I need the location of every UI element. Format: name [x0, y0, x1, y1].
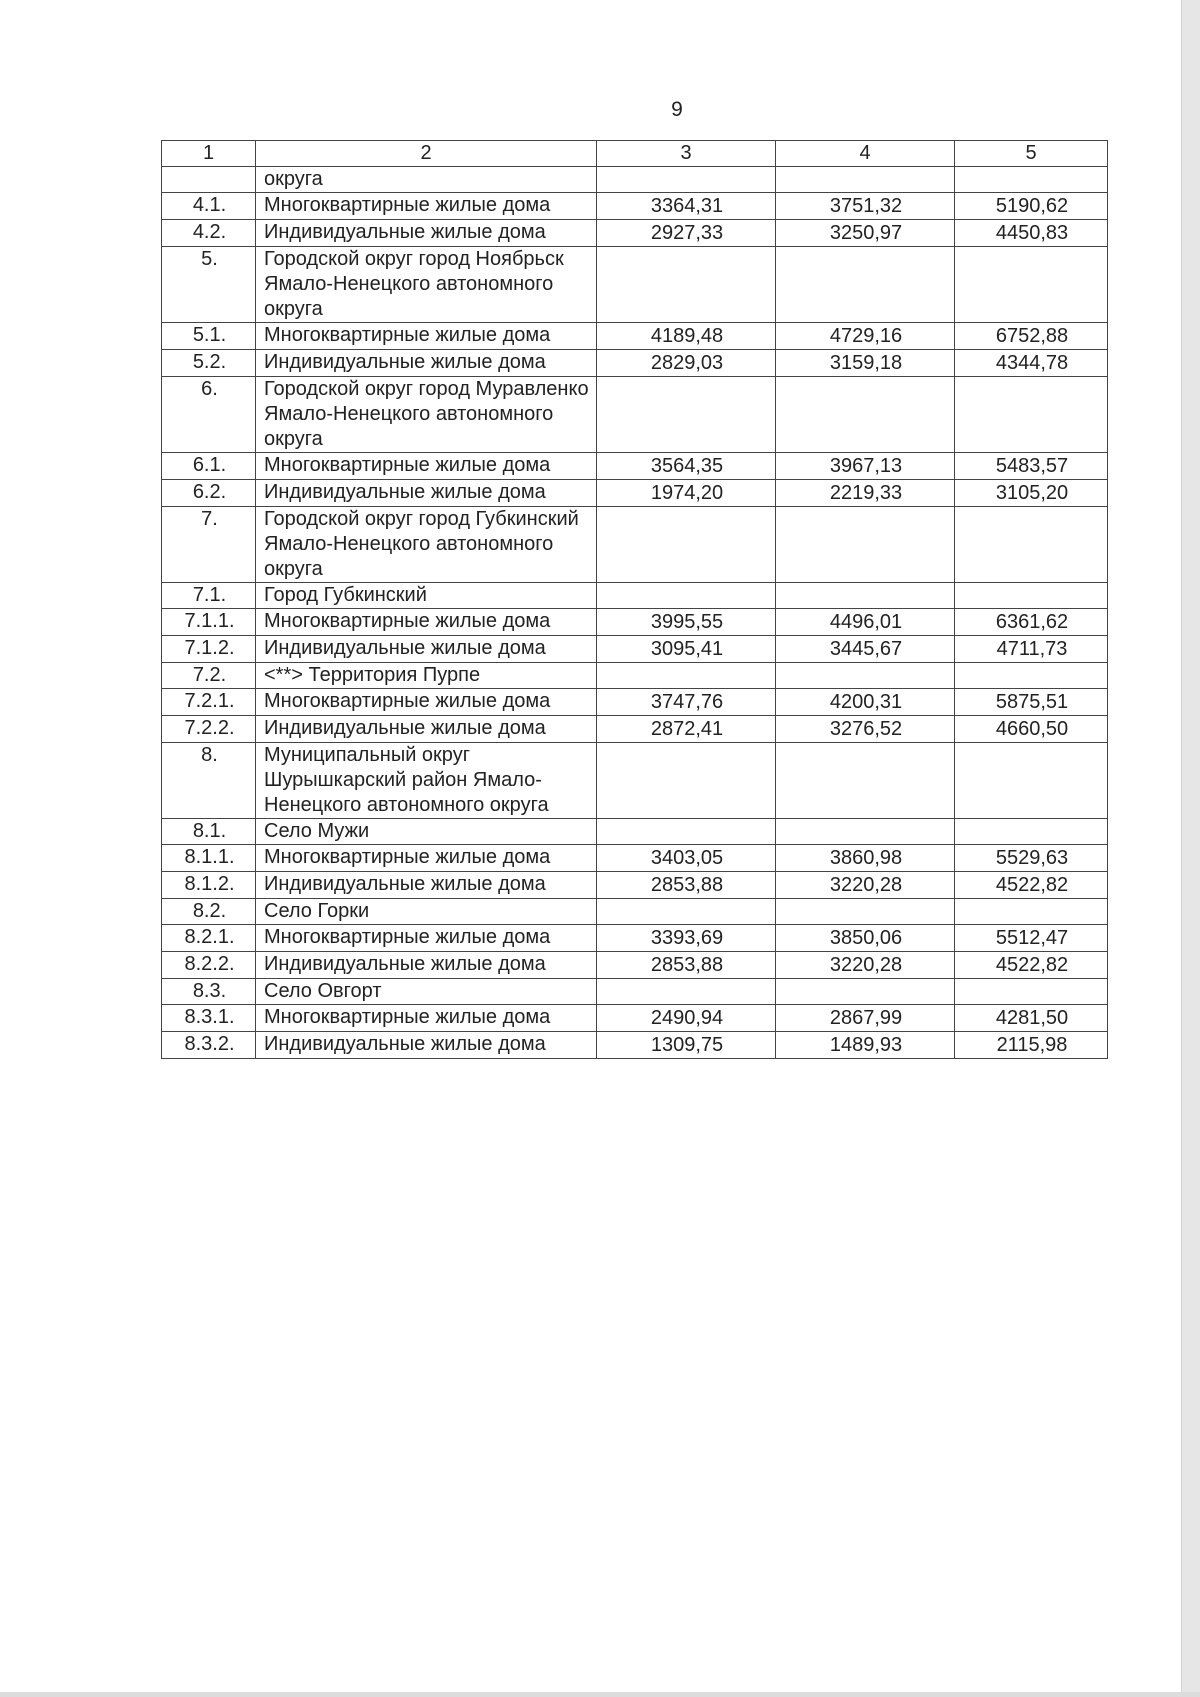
value-cell-col5: 4281,50 — [955, 1005, 1108, 1032]
value-cell-col3 — [597, 507, 776, 583]
row-name-cell: Индивидуальные жилые дома — [256, 952, 597, 979]
value-cell-col4: 3445,67 — [776, 636, 955, 663]
row-name-cell: Многоквартирные жилые дома — [256, 193, 597, 220]
value-cell-col5: 4344,78 — [955, 350, 1108, 377]
value-cell-col4: 4496,01 — [776, 609, 955, 636]
table-row — [162, 689, 1108, 716]
header-cell-3: 3 — [597, 141, 776, 167]
table-row — [162, 609, 1108, 636]
value-cell-col5 — [955, 899, 1108, 925]
value-cell-col3: 2853,88 — [597, 872, 776, 899]
row-number-cell: 8.1. — [162, 819, 256, 845]
table-row — [162, 350, 1108, 377]
row-name-cell: Индивидуальные жилые дома — [256, 636, 597, 663]
value-cell-col3 — [597, 167, 776, 193]
value-cell-col3: 3364,31 — [597, 193, 776, 220]
header-cell-4: 4 — [776, 141, 955, 167]
row-name-cell: Село Горки — [256, 899, 597, 925]
table-row — [162, 583, 1108, 609]
table-row — [162, 872, 1108, 899]
table-row — [162, 925, 1108, 952]
row-name-cell: Индивидуальные жилые дома — [256, 716, 597, 743]
value-cell-col4 — [776, 507, 955, 583]
row-name-cell: Село Овгорт — [256, 979, 597, 1005]
row-number-cell: 4.1. — [162, 193, 256, 220]
value-cell-col4: 2219,33 — [776, 480, 955, 507]
row-number-cell: 5. — [162, 247, 256, 323]
value-cell-col3: 3564,35 — [597, 453, 776, 480]
value-cell-col5 — [955, 583, 1108, 609]
row-name-cell: Многоквартирные жилые дома — [256, 453, 597, 480]
table-row — [162, 377, 1108, 453]
row-number-cell: 7.1.2. — [162, 636, 256, 663]
value-cell-col5 — [955, 979, 1108, 1005]
table-row — [162, 193, 1108, 220]
row-number-cell: 8.2.1. — [162, 925, 256, 952]
value-cell-col4 — [776, 743, 955, 819]
value-cell-col5: 5483,57 — [955, 453, 1108, 480]
page-bottom-edge — [0, 1692, 1200, 1697]
row-name-cell: Многоквартирные жилые дома — [256, 925, 597, 952]
row-name-cell: Индивидуальные жилые дома — [256, 1032, 597, 1059]
value-cell-col5 — [955, 377, 1108, 453]
value-cell-col4 — [776, 979, 955, 1005]
row-name-cell: Городской округ город Губкинский Ямало-Ненецкого автономного округа — [256, 507, 597, 583]
value-cell-col3: 3995,55 — [597, 609, 776, 636]
value-cell-col4 — [776, 819, 955, 845]
table-row — [162, 220, 1108, 247]
value-cell-col3: 1974,20 — [597, 480, 776, 507]
row-name-cell: Индивидуальные жилые дома — [256, 480, 597, 507]
value-cell-col5: 4711,73 — [955, 636, 1108, 663]
row-name-cell: Индивидуальные жилые дома — [256, 350, 597, 377]
value-cell-col4 — [776, 663, 955, 689]
row-name-cell: Городской округ город Ноябрьск Ямало-Ненецкого автономного округа — [256, 247, 597, 323]
row-number-cell: 7.1.1. — [162, 609, 256, 636]
value-cell-col3 — [597, 979, 776, 1005]
value-cell-col3: 3403,05 — [597, 845, 776, 872]
table-row — [162, 979, 1108, 1005]
value-cell-col4: 3751,32 — [776, 193, 955, 220]
value-cell-col5 — [955, 663, 1108, 689]
table-row — [162, 1032, 1108, 1059]
row-name-cell: Городской округ город Муравленко Ямало-Ненецкого автономного округа — [256, 377, 597, 453]
header-cell-2: 2 — [256, 141, 597, 167]
row-name-cell: округа — [256, 167, 597, 193]
value-cell-col4: 3220,28 — [776, 872, 955, 899]
value-cell-col5: 5529,63 — [955, 845, 1108, 872]
row-name-cell: Многоквартирные жилые дома — [256, 609, 597, 636]
value-cell-col3: 2927,33 — [597, 220, 776, 247]
table-row — [162, 507, 1108, 583]
row-name-cell: Многоквартирные жилые дома — [256, 845, 597, 872]
row-name-cell: Многоквартирные жилые дома — [256, 323, 597, 350]
value-cell-col4: 4729,16 — [776, 323, 955, 350]
table-row — [162, 663, 1108, 689]
value-cell-col4: 3276,52 — [776, 716, 955, 743]
value-cell-col5: 6752,88 — [955, 323, 1108, 350]
row-number-cell — [162, 167, 256, 193]
value-cell-col3 — [597, 663, 776, 689]
value-cell-col5: 4522,82 — [955, 952, 1108, 979]
value-cell-col3 — [597, 743, 776, 819]
value-cell-col5 — [955, 507, 1108, 583]
value-cell-col5: 4660,50 — [955, 716, 1108, 743]
row-number-cell: 5.2. — [162, 350, 256, 377]
value-cell-col5: 5875,51 — [955, 689, 1108, 716]
row-number-cell: 6.2. — [162, 480, 256, 507]
value-cell-col3: 2853,88 — [597, 952, 776, 979]
value-cell-col4 — [776, 583, 955, 609]
value-cell-col3 — [597, 377, 776, 453]
value-cell-col3 — [597, 899, 776, 925]
row-number-cell: 8.3.1. — [162, 1005, 256, 1032]
row-number-cell: 6. — [162, 377, 256, 453]
value-cell-col4: 3220,28 — [776, 952, 955, 979]
row-name-cell: Многоквартирные жилые дома — [256, 689, 597, 716]
value-cell-col4: 3250,97 — [776, 220, 955, 247]
table-row — [162, 952, 1108, 979]
row-number-cell: 7.2.1. — [162, 689, 256, 716]
table-row — [162, 743, 1108, 819]
cost-table — [161, 140, 1108, 1059]
row-number-cell: 8. — [162, 743, 256, 819]
value-cell-col4 — [776, 247, 955, 323]
page-number: 9 — [671, 98, 683, 121]
row-number-cell: 7.2. — [162, 663, 256, 689]
value-cell-col4: 3967,13 — [776, 453, 955, 480]
table-row — [162, 480, 1108, 507]
table-row — [162, 819, 1108, 845]
value-cell-col3: 3095,41 — [597, 636, 776, 663]
value-cell-col3: 3747,76 — [597, 689, 776, 716]
value-cell-col4 — [776, 377, 955, 453]
value-cell-col5 — [955, 247, 1108, 323]
value-cell-col5: 4450,83 — [955, 220, 1108, 247]
table-body — [162, 141, 1108, 1059]
value-cell-col5 — [955, 743, 1108, 819]
value-cell-col3 — [597, 819, 776, 845]
page-edge-shadow — [1181, 0, 1200, 1697]
value-cell-col3: 2872,41 — [597, 716, 776, 743]
value-cell-col5: 2115,98 — [955, 1032, 1108, 1059]
row-number-cell: 8.2.2. — [162, 952, 256, 979]
row-number-cell: 7.2.2. — [162, 716, 256, 743]
value-cell-col3 — [597, 247, 776, 323]
table-header-row — [162, 141, 1108, 167]
value-cell-col3: 4189,48 — [597, 323, 776, 350]
row-name-cell: Индивидуальные жилые дома — [256, 872, 597, 899]
row-number-cell: 5.1. — [162, 323, 256, 350]
value-cell-col3 — [597, 583, 776, 609]
table-row — [162, 167, 1108, 193]
value-cell-col3: 2490,94 — [597, 1005, 776, 1032]
value-cell-col4 — [776, 899, 955, 925]
table-row — [162, 845, 1108, 872]
row-number-cell: 8.1.2. — [162, 872, 256, 899]
value-cell-col3: 3393,69 — [597, 925, 776, 952]
table-row — [162, 1005, 1108, 1032]
row-name-cell: Муниципальный округ Шурышкарский район Ямало-Ненецкого автономного округа — [256, 743, 597, 819]
value-cell-col5: 6361,62 — [955, 609, 1108, 636]
header-cell-1: 1 — [162, 141, 256, 167]
value-cell-col5 — [955, 819, 1108, 845]
value-cell-col4: 1489,93 — [776, 1032, 955, 1059]
row-name-cell: Многоквартирные жилые дома — [256, 1005, 597, 1032]
table-row — [162, 247, 1108, 323]
value-cell-col4: 3850,06 — [776, 925, 955, 952]
table-row — [162, 716, 1108, 743]
row-name-cell: Город Губкинский — [256, 583, 597, 609]
row-name-cell: Село Мужи — [256, 819, 597, 845]
header-cell-5: 5 — [955, 141, 1108, 167]
value-cell-col5: 5512,47 — [955, 925, 1108, 952]
row-number-cell: 4.2. — [162, 220, 256, 247]
row-number-cell: 6.1. — [162, 453, 256, 480]
row-number-cell: 7. — [162, 507, 256, 583]
value-cell-col3: 2829,03 — [597, 350, 776, 377]
value-cell-col5: 5190,62 — [955, 193, 1108, 220]
row-name-cell: Индивидуальные жилые дома — [256, 220, 597, 247]
value-cell-col5 — [955, 167, 1108, 193]
row-number-cell: 7.1. — [162, 583, 256, 609]
value-cell-col3: 1309,75 — [597, 1032, 776, 1059]
row-name-cell: <**> Территория Пурпе — [256, 663, 597, 689]
row-number-cell: 8.2. — [162, 899, 256, 925]
row-number-cell: 8.1.1. — [162, 845, 256, 872]
value-cell-col4 — [776, 167, 955, 193]
value-cell-col5: 3105,20 — [955, 480, 1108, 507]
value-cell-col5: 4522,82 — [955, 872, 1108, 899]
table-row — [162, 636, 1108, 663]
table-row — [162, 323, 1108, 350]
value-cell-col4: 2867,99 — [776, 1005, 955, 1032]
value-cell-col4: 3159,18 — [776, 350, 955, 377]
value-cell-col4: 4200,31 — [776, 689, 955, 716]
row-number-cell: 8.3.2. — [162, 1032, 256, 1059]
value-cell-col4: 3860,98 — [776, 845, 955, 872]
table-row — [162, 899, 1108, 925]
row-number-cell: 8.3. — [162, 979, 256, 1005]
table-row — [162, 453, 1108, 480]
